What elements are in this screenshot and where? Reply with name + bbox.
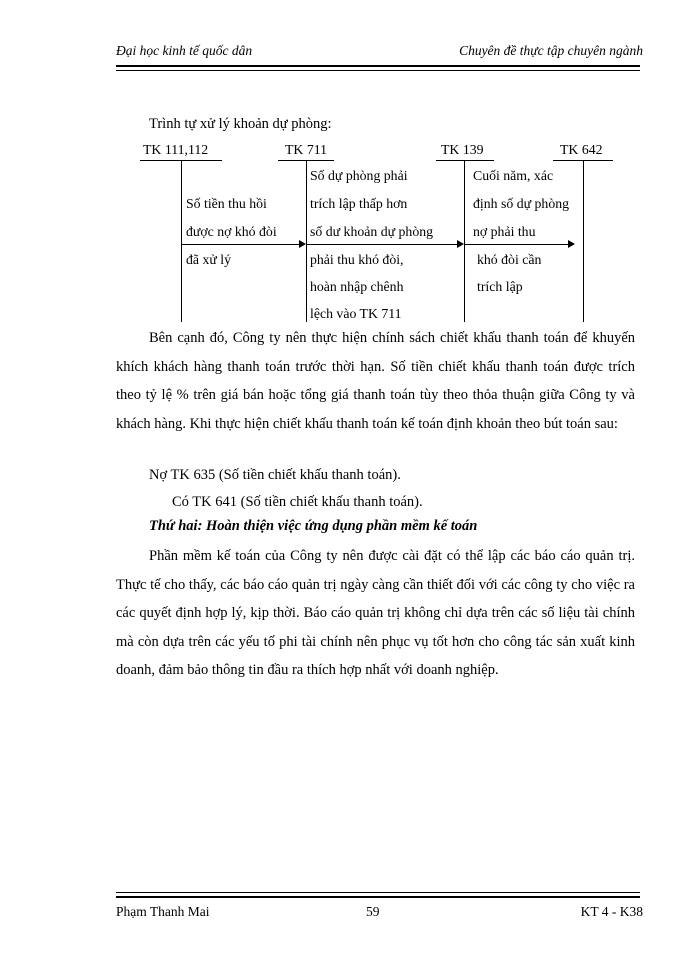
tk111-vertical (181, 160, 182, 322)
entry-credit: Có TK 641 (Số tiền chiết khấu thanh toán). (172, 494, 423, 510)
box2-line: lệch vào TK 711 (310, 306, 402, 321)
box2-line: phải thu khó đòi, (310, 252, 404, 267)
paragraph-accounting-software: Phần mềm kế toán của Công ty nên được cài đặt có thể lập các báo cáo quản trị. Thực tế cho thấy, các báo cáo quản trị ngày càng cần thiết đối với các công ty cho việc ra các quyết định hợp lý, kịp thời. Báo cáo quản trị không chỉ dựa trên các số liệu tài chính mà còn dựa trên các yếu tố phi tài chính nên phục vụ tốt hơn cho công tác sản xuất kinh doanh, đảm bảo thông tin đầu ra thích hợp nhất với doanh nghiệp. (116, 548, 635, 679)
footer-rule-thick (116, 896, 640, 898)
box2-line: hoàn nhập chênh (310, 279, 404, 294)
arrow-head-right-icon (299, 240, 306, 248)
box3-line: Cuối năm, xác (473, 168, 554, 183)
footer-class: KT 4 - K38 (580, 904, 643, 919)
tk642-vertical (583, 160, 584, 322)
header-title: Chuyên đề thực tập chuyên ngành (459, 43, 643, 58)
header-school: Đại học kinh tế quốc dân (116, 43, 253, 58)
box1-line: Số tiền thu hồi (186, 196, 267, 211)
box2-line: Số dự phòng phải (310, 168, 408, 183)
header-rule-thin (116, 70, 640, 71)
footer-rule-thin (116, 892, 640, 893)
arrow-head-right-icon (568, 240, 575, 248)
footer-page-number: 59 (366, 904, 380, 919)
box1-line: đã xử lý (186, 252, 232, 267)
account-tk711: TK 711 (285, 142, 328, 157)
account-tk642: TK 642 (560, 142, 603, 157)
paragraph-discount-policy: Bên cạnh đó, Công ty nên thực hiện chính sách chiết khấu thanh toán để khuyến khích khách hàng thanh toán trước thời hạn. Số tiền chiết khấu thanh toán được trích theo tỷ lệ % trên giá bán hoặc tổng giá thanh toán tùy theo thỏa thuận giữa Công ty và khách hàng. Khi thực hiện chiết khấu thanh toán kế toán định khoản theo bút toán sau: (116, 330, 635, 432)
account-tk139: TK 139 (441, 142, 484, 157)
arrow-head-right-icon (457, 240, 464, 248)
arrow-tk139-to-tk642-line (464, 244, 568, 245)
box3-line: trích lập (477, 279, 523, 294)
box3-line: khó đòi cần (477, 252, 542, 267)
tk139-vertical (464, 160, 465, 322)
box3-line: định số dự phòng (473, 196, 570, 211)
box1-line: được nợ khó đòi (186, 224, 277, 239)
box2-line: trích lập thấp hơn (310, 196, 408, 211)
arrow-tk711-to-tk139-line (306, 244, 457, 245)
tk711-vertical (306, 160, 307, 322)
footer-author: Phạm Thanh Mai (116, 904, 210, 919)
arrow-tk111-to-tk711-line (181, 244, 299, 245)
account-tk111: TK 111,112 (143, 142, 209, 157)
tk139-top-line (436, 160, 494, 161)
section-heading: Thứ hai: Hoàn thiện việc ứng dụng phần mềm kế toán (149, 518, 478, 534)
box2-line: số dư khoản dự phòng (310, 224, 434, 239)
diagram-intro: Trình tự xử lý khoản dự phòng: (149, 116, 332, 132)
box3-line: nợ phải thu (473, 224, 536, 239)
entry-debit: Nợ TK 635 (Số tiền chiết khấu thanh toán). (149, 467, 401, 483)
header-rule-thick (116, 65, 640, 67)
